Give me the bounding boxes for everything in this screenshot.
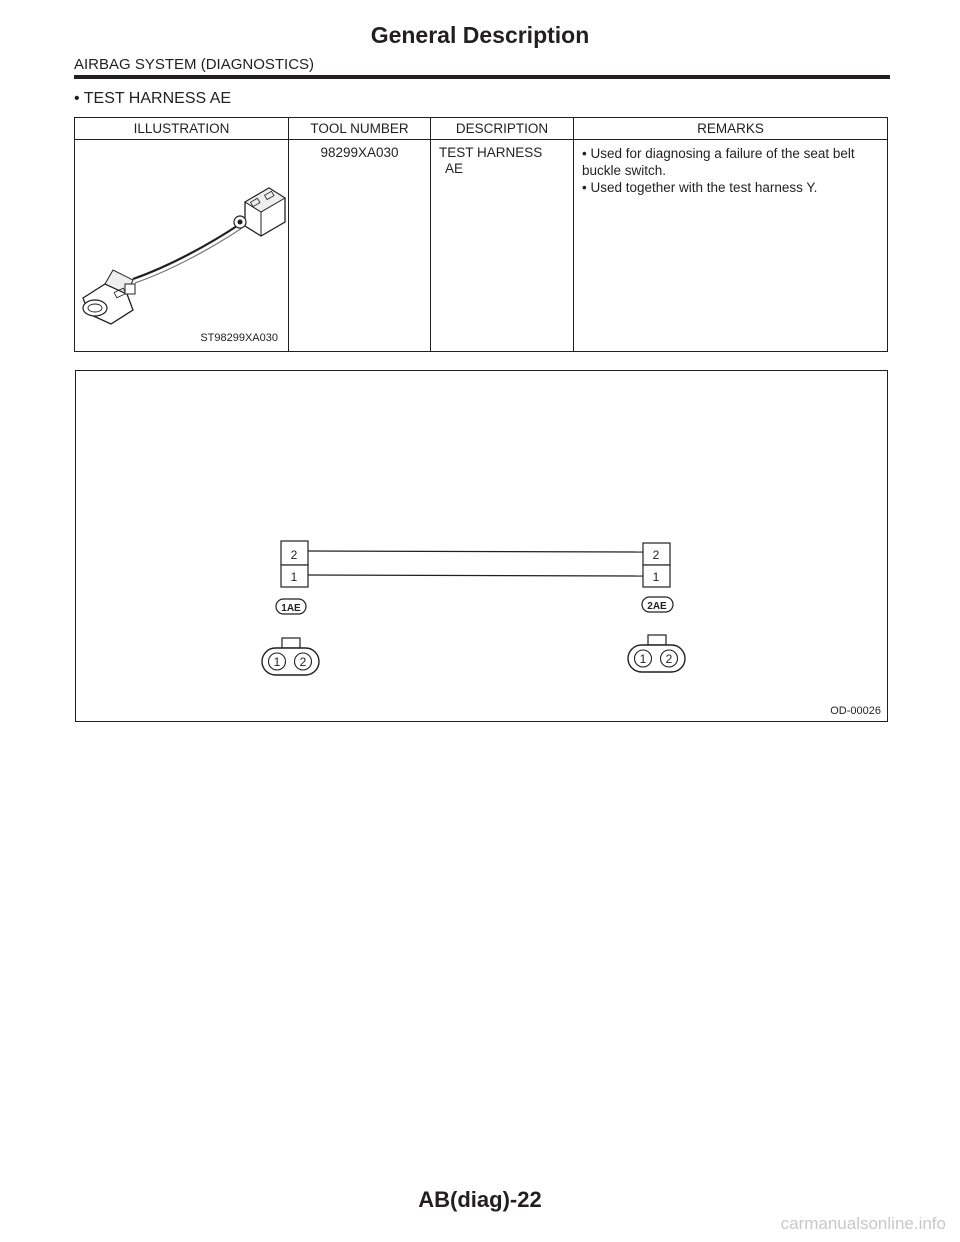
svg-text:1AE: 1AE (281, 603, 301, 614)
wire-terminal-1 (308, 575, 643, 576)
column-header: DESCRIPTION (431, 118, 574, 140)
left-connector-face (262, 638, 319, 675)
remarks-cell (574, 140, 888, 352)
header-rule (74, 75, 890, 79)
wiring-diagram-figure (75, 370, 888, 722)
description-cell (431, 140, 574, 352)
table-row (75, 140, 888, 352)
connector-id-badge-right (642, 597, 673, 612)
section-title: AIRBAG SYSTEM (DIAGNOSTICS) (74, 56, 315, 73)
harness-illustration (75, 140, 288, 346)
right-terminal-block (643, 543, 670, 587)
right-connector-face (628, 635, 685, 672)
terminal-label: 1 (290, 570, 298, 584)
pin-label: 2 (299, 655, 307, 669)
wiring-diagram (76, 371, 887, 721)
svg-text:2AE: 2AE (647, 601, 667, 612)
column-header: TOOL NUMBER (289, 118, 431, 140)
remarks-list (582, 145, 879, 196)
terminal-label: 2 (290, 548, 298, 562)
figure-code: OD-00026 (830, 705, 881, 717)
watermark: carmanualsonline.info (780, 1214, 946, 1233)
description-line: TEST HARNESS (439, 145, 543, 160)
description-line: AE (445, 161, 464, 176)
illustration-cell (75, 140, 289, 352)
terminal-label: 1 (652, 570, 660, 584)
tool-number-cell: 98299XA030 (289, 140, 431, 352)
remark-item: • Used together with the test harness Y. (582, 180, 818, 195)
terminal-label: 2 (652, 548, 660, 562)
table-header-row (75, 118, 888, 140)
column-header: ILLUSTRATION (75, 118, 289, 140)
wire-terminal-2 (308, 551, 643, 552)
remark-item: • Used for diagnosing a failure of the seat belt buckle switch. (582, 146, 855, 178)
column-header: REMARKS (574, 118, 888, 140)
special-tool-table (74, 117, 888, 352)
pin-label: 1 (273, 655, 281, 669)
left-connector-drawing (83, 270, 135, 324)
left-terminal-block (281, 541, 308, 587)
page-title: General Description (370, 22, 590, 48)
pin-label: 2 (665, 652, 673, 666)
illustration-code: ST98299XA030 (200, 332, 278, 344)
item-heading: • TEST HARNESS AE (74, 90, 232, 107)
pin-label: 1 (639, 652, 647, 666)
page-number: AB(diag)-22 (418, 1187, 542, 1212)
connector-id-badge-left (276, 599, 306, 614)
